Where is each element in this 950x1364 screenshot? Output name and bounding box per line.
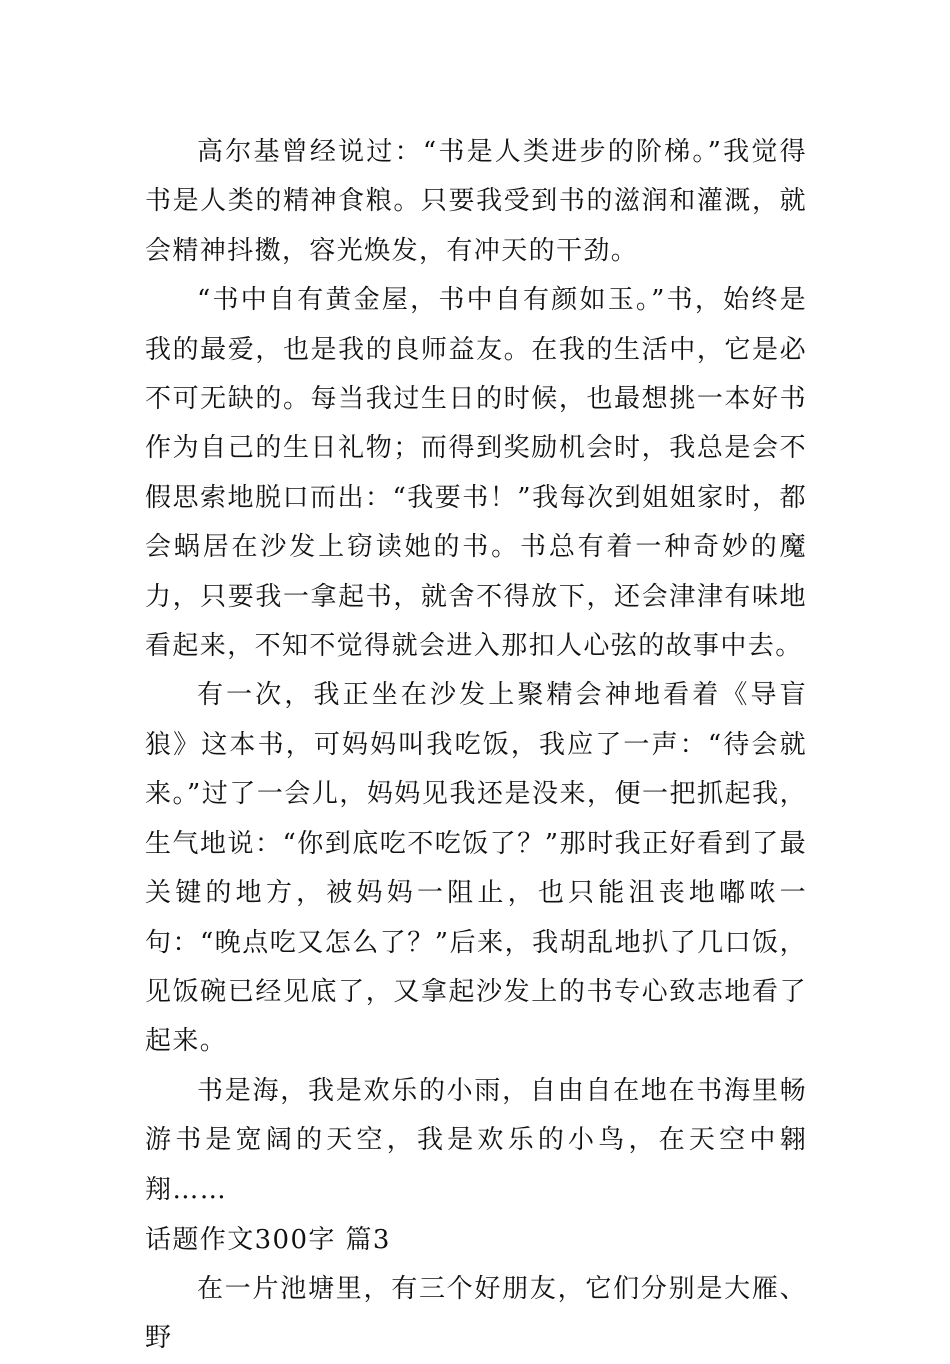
paragraph-pond-friends: 在一片池塘里，有三个好朋友，它们分别是大雁、野 xyxy=(145,1273,807,1354)
paragraph-book-sea: 书是海，我是欢乐的小雨，自由自在地在书海里畅游书是宽阔的天空，我是欢乐的小鸟，在天空中翱翔…… xyxy=(145,1075,807,1205)
paragraph-gorky-quote: 高尔基曾经说过：“书是人类进步的阶梯。”我觉得书是人类的精神食粮。只要我受到书的滋润和灌溉，就会精神抖擞，容光焕发，有冲天的干劲。 xyxy=(145,137,807,266)
paragraph-books-favorite: “书中自有黄金屋，书中自有颜如玉。”书，始终是我的最爱，也是我的良师益友。在我的生活中，它是必不可无缺的。每当我过生日的时候，也最想挑一本好书作为自己的生日礼物；而得到奖励机会时，我总是会不假思索地脱口而出：“我要书！”我每次到姐姐家时，都会蜗居在沙发上窃读她的书。书总有着一种奇妙的魔力，只要我一拿起书，就舍不得放下，还会津津有味地看起来，不知不觉得就会进入那扣人心弦的故事中去。 xyxy=(145,285,807,662)
document-page xyxy=(145,128,807,1364)
paragraph-reading-story: 有一次，我正坐在沙发上聚精会神地看着《导盲狼》这本书，可妈妈叫我吃饭，我应了一声：“待会就来。”过了一会儿，妈妈见我还是没来，便一把抓起我，生气地说：“你到底吃不吃饭了？”那时我正好看到了最关键的地方，被妈妈一阻止，也只能沮丧地嘟哝一句：“晚点吃又怎么了？”后来，我胡乱地扒了几口饭，见饭碗已经见底了，又拿起沙发上的书专心致志地看了起来。 xyxy=(145,680,807,1057)
section-heading: 话题作文300字 篇3 xyxy=(145,1224,391,1255)
